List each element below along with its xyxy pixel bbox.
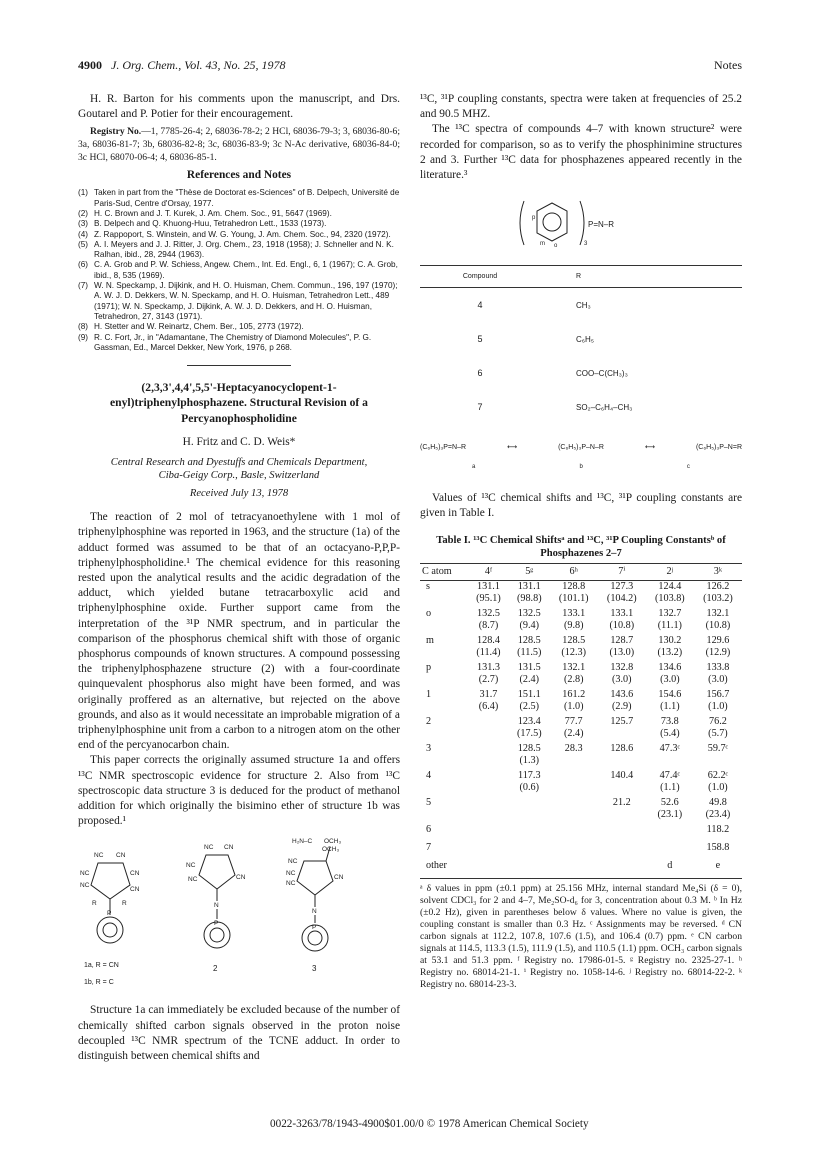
- acknowledgment: H. R. Barton for his comments upon the manuscript, and Drs. Goutarel and P. Potier for their encouragement.: [78, 93, 400, 121]
- reference-number: (4): [78, 229, 89, 239]
- table-cell: 52.6 (23.1): [657, 797, 683, 821]
- table-cell: 132.8 (3.0): [610, 662, 634, 686]
- references-title: References and Notes: [186, 169, 292, 182]
- table-cell: 47.3ᶜ: [659, 743, 681, 755]
- table-row-label: s: [426, 581, 430, 593]
- table-cell: 143.6 (2.9): [610, 689, 634, 713]
- table-row: [420, 824, 742, 842]
- table-row-label: p: [426, 662, 432, 674]
- compound-number: 5: [477, 333, 483, 344]
- table-cell: 125.7: [610, 716, 634, 728]
- svg-text:P: P: [107, 910, 112, 918]
- resonance-arrow: ⟷: [507, 444, 518, 452]
- table-cell: 128.6: [610, 743, 634, 755]
- svg-text:NC: NC: [94, 852, 104, 860]
- received-date: Received July 13, 1978: [189, 487, 289, 499]
- table-cell: 47.4ᶜ (1.1): [659, 770, 681, 794]
- reference-item: [78, 219, 400, 229]
- r-header: R: [576, 273, 582, 281]
- table-column-header: 3ᵏ: [694, 564, 742, 581]
- reference-number: (8): [78, 322, 89, 332]
- table-column-header: 7ⁱ: [598, 564, 646, 581]
- svg-text:OCH₃: OCH₃: [324, 838, 342, 846]
- scheme-label: P=N–R: [588, 220, 615, 230]
- table-cell: [509, 860, 550, 879]
- svg-text:m: m: [540, 241, 545, 248]
- reference-text: C. A. Grob and P. W. Schiess, Angew. Chem., Int. Ed. Engl., 6, 1 (1967); C. A. Grob, ibid., 8, 535 (1969).: [94, 260, 398, 280]
- table-row: [420, 770, 742, 797]
- table-cell: 21.2: [612, 797, 631, 809]
- table-row-label: o: [426, 608, 432, 620]
- page-number: 4900: [78, 58, 102, 72]
- table-cell: 131.5 (2.4): [517, 662, 541, 686]
- svg-text:N: N: [312, 908, 317, 916]
- table-row-label: 4: [426, 770, 432, 782]
- table-cell: 133.8 (3.0): [706, 662, 730, 686]
- table-row-label: 2: [426, 716, 432, 728]
- compound-rows: [420, 288, 742, 424]
- svg-text:CN: CN: [236, 874, 246, 882]
- resonance-c: (C₆H₅)₃P–N=R: [695, 444, 742, 452]
- compound-table: [420, 265, 742, 424]
- right-paragraph-2: The ¹³C spectra of compounds 4–7 with known structure² were recorded for comparison, so as to verify the phosphinimine structures 2 and 3. Further ¹³C data for phosphazenes appeared recently in the literature.³: [420, 123, 742, 182]
- svg-text:N: N: [214, 902, 219, 910]
- table-footnotes: ᵃ δ values in ppm (±0.1 ppm) at 25.156 MHz, internal standard Me₄Si (δ = 0), solvent CDCl₃ for 2 and 4–7, Me₂SO-d₆ for 3, concentration about 0.3 M. ᵇ In Hz (±0.2 Hz), given in parentheses below δ values. Where no value is given, the coupling constant is smaller than 0.3 Hz. ᶜ Assignments may be reversed. ᵈ CN carbon signals at 112.2, 107.8, 107.6 (1.5), and 106.4 (0.7) ppm. ᵉ CN carbon signals at 114.5, 113.3 (1.5), 111.9 (1.5), and 110.5 (1.1) ppm. OCH₃ carbon signals at 53.1 and 51.3 ppm. ᶠ Registry no. 17986-01-5. ᵍ Registry no. 2325-27-1. ʰ Registry no. 68014-21-1. ⁱ Registry no. 1058-14-6. ʲ Registry no. 68014-22-2. ᵏ Registry no. 68014-23-3.: [420, 883, 742, 991]
- table-cell: [468, 716, 509, 743]
- table-cell: 128.5 (1.3): [517, 743, 541, 767]
- svg-text:CN: CN: [130, 886, 140, 894]
- compound-substituent: COO–C(CH₃)₃: [576, 368, 628, 378]
- table-cell: 73.8 (5.4): [660, 716, 680, 740]
- table-cell: [550, 797, 598, 824]
- resonance-a: (C₆H₅)₃P=N–R: [420, 444, 467, 452]
- reference-item: [78, 230, 400, 240]
- reference-number: (6): [78, 260, 89, 270]
- compound-row: [420, 390, 742, 424]
- compound-row: [420, 322, 742, 356]
- body-paragraph-1: The reaction of 2 mol of tetracyanoethylene with 1 mol of triphenylphosphine was reported in 1963, and the structure (1a) of the adduct formed was assumed to be that of an octacyano-P,P,P-triphenylphospholidine.¹ The chemical evidence for this reasoning rested upon the analytical results and the acidic degradation of the adduct, which yielded butane tetracarboxylic acid and triphenylphosphine oxide. Further support came from the interpretation of the ³¹P NMR spectrum, and in particular the comparison of the phosphorus chemical shift with those of organic phosphorus compounds of known structures. A compound possessing the triphenylphosphazene structure (2) with a four-coordinate quinquevalent phosphorus also might have been formed, and was originally proffered as an alternative, but rejected on the above grounds, and also as it would necessitate an improbable migration of a triphenylphosphine unit from a carbon to a nitrogen atom on the other end of the percyanocarbon chain.: [78, 511, 400, 752]
- table-cell: 132.1 (10.8): [705, 608, 731, 632]
- compound-row: [420, 356, 742, 390]
- reference-number: (3): [78, 219, 89, 229]
- page-header: [78, 58, 742, 74]
- registry-numbers: [78, 126, 400, 164]
- table-cell: [509, 842, 550, 860]
- table-cell: 131.3 (2.7): [477, 662, 500, 686]
- structure-2-label: 2: [213, 964, 218, 974]
- reference-number: (5): [78, 239, 89, 249]
- table-row-label: 3: [426, 743, 432, 755]
- svg-text:NC: NC: [288, 858, 298, 866]
- table-cell: [598, 860, 646, 879]
- registry-label: Registry No.: [90, 126, 142, 138]
- table-cell: [646, 824, 694, 842]
- table-row-label: 7: [426, 842, 432, 854]
- table-cell: 127.3 (104.2): [606, 581, 637, 605]
- table-row: [420, 581, 742, 609]
- svg-text:R: R: [92, 900, 97, 908]
- table-cell: 133.1 (10.8): [609, 608, 635, 632]
- table-cell: e: [694, 860, 742, 879]
- article-title: (2,3,3',4,4',5,5'-Heptacyanocyclopent-1-enyl)triphenylphosphazene. Structural Revision of a Percyanophospholidine: [110, 381, 368, 425]
- reference-item: [78, 240, 400, 261]
- structure-drawings: [78, 835, 400, 975]
- table-cell: [468, 860, 509, 879]
- section-name: Notes: [714, 58, 742, 72]
- table-cell: d: [646, 860, 694, 879]
- svg-text:o: o: [554, 243, 558, 250]
- table-cell: 49.8 (23.4): [705, 797, 731, 821]
- table-cell: 76.2 (5.7): [708, 716, 728, 740]
- table-cell: [468, 770, 509, 797]
- table-cell: 128.7 (13.0): [609, 635, 635, 659]
- table-row: [420, 842, 742, 860]
- affiliation: Central Research and Dyestuffs and Chemicals Department, Ciba-Geigy Corp., Basle, Switzerland: [110, 456, 368, 481]
- reference-text: W. N. Speckamp, J. Dijkink, and H. O. Huisman, Chem. Commun., 196, 197 (1970); A. W. J. D. Dekkers, W. N. Speckamp, and H. O. Huisman, Tetrahedron Lett., 489 (1971); W. N. Speckamp, J. Dijkink, A. W. J. D. Dekkers, and H. O. Huisman, Tetrahedron, 27, 3143 (1971).: [94, 281, 398, 321]
- table-cell: 154.6 (1.1): [658, 689, 682, 713]
- table-cell: 31.7 (6.4): [478, 689, 499, 713]
- reference-number: (9): [78, 332, 89, 342]
- table-cell: 123.4 (17.5): [516, 716, 542, 740]
- svg-text:3: 3: [584, 241, 588, 248]
- registry-text: —1, 7785-26-4; 2, 68036-78-2; 2 HCl, 68036-79-3; 3, 68036-80-6; 3a, 68036-81-7; 3b, 68036-82-8; 3c, 68036-83-9; 3c N-Ac derivative, 68036-84-0; 3c HCl, 68070-06-4; 4, 68036-85-1.: [78, 126, 401, 163]
- resonance-structures: [420, 440, 742, 455]
- table-cell: 128.4 (11.4): [476, 635, 501, 659]
- table-column-header: 2ʲ: [646, 564, 694, 581]
- table-row: [420, 797, 742, 824]
- svg-text:NC: NC: [286, 880, 296, 888]
- reference-number: (1): [78, 188, 89, 198]
- compound-substituent: SO₂–C₆H₄–CH₃: [576, 402, 633, 412]
- resonance-label-c: c: [686, 463, 690, 470]
- svg-text:P: P: [312, 924, 317, 932]
- left-column: [78, 92, 400, 1064]
- compound-number: 7: [477, 401, 483, 412]
- reference-number: (7): [78, 281, 89, 291]
- svg-text:H₂N–C: H₂N–C: [292, 838, 313, 846]
- section-divider: [187, 365, 291, 366]
- reference-item: [78, 322, 400, 332]
- body-paragraph-2: This paper corrects the originally assumed structure 1a and offers ¹³C NMR spectroscopic evidence for structure 2. Also from ¹³C spectroscopic data structure 3 is deduced for the product of methanol addition for which originally the bisimino ether of structure 1b was proposed.¹: [78, 754, 400, 828]
- phosphazene-structure: [420, 189, 742, 259]
- table-cell: [550, 842, 598, 860]
- table-row: [420, 689, 742, 716]
- svg-text:P: P: [214, 920, 219, 928]
- page-footer: 0022-3263/78/1943-4900$01.00/0 © 1978 American Chemical Society: [270, 1118, 589, 1130]
- structure-3-label: 3: [312, 964, 317, 974]
- reference-text: B. Delpech and Q. Khuong-Huu, Tetrahedron Lett., 1533 (1973).: [94, 219, 327, 229]
- table-cell: [646, 842, 694, 860]
- table-body: [420, 581, 742, 879]
- resonance-b: (C₆H₅)₃P–N–R: [558, 444, 604, 452]
- resonance-label-a: a: [472, 463, 476, 470]
- authors: H. Fritz and C. D. Weis*: [182, 435, 296, 448]
- resonance-arrow: ⟷: [644, 444, 655, 452]
- table-row: [420, 860, 742, 879]
- table-cell: 132.5 (8.7): [477, 608, 500, 632]
- table-row: [420, 635, 742, 662]
- svg-text:NC: NC: [204, 844, 214, 852]
- compound-row: [420, 288, 742, 322]
- table-cell: 62.2ᶜ (1.0): [707, 770, 729, 794]
- structures-figure: [78, 835, 400, 975]
- table-cell: 128.5 (11.5): [517, 635, 542, 659]
- table-row: [420, 608, 742, 635]
- table-cell: 129.6 (12.9): [705, 635, 731, 659]
- data-table: [420, 563, 742, 879]
- table-cell: [509, 824, 550, 842]
- reference-item: [78, 281, 400, 322]
- table-cell: [468, 743, 509, 770]
- table-cell: 132.7 (11.1): [657, 608, 682, 632]
- table-cell: 134.6 (3.0): [658, 662, 682, 686]
- table-cell: 131.1 (98.8): [516, 581, 542, 605]
- table-title: Table I. ¹³C Chemical Shiftsᵃ and ¹³C, ³¹P Coupling Constantsᵇ of Phosphazenes 2–7: [436, 535, 726, 559]
- table-cell: [468, 797, 509, 824]
- table-cell: 118.2: [706, 824, 730, 836]
- table-cell: 28.3: [564, 743, 583, 755]
- table-row-label: 5: [426, 797, 432, 809]
- table-cell: [550, 770, 598, 797]
- reference-item: [78, 188, 400, 209]
- svg-text:NC: NC: [80, 882, 90, 890]
- table-column-header: 6ʰ: [550, 564, 598, 581]
- reference-number: (2): [78, 208, 89, 218]
- table-cell: 133.1 (9.8): [562, 608, 586, 632]
- table-cell: 158.8: [706, 842, 730, 854]
- table-cell: [598, 842, 646, 860]
- reference-text: H. Stetter and W. Reinartz, Chem. Ber., 105, 2773 (1972).: [94, 322, 304, 332]
- table-cell: 128.8 (101.1): [558, 581, 589, 605]
- right-paragraph-3: Values of ¹³C chemical shifts and ¹³C, ³¹P coupling constants are given in Table I.: [420, 491, 742, 520]
- svg-text:CN: CN: [116, 852, 126, 860]
- table-cell: 117.3 (0.6): [518, 770, 541, 794]
- table-column-header: C atom: [420, 564, 468, 581]
- table-column-header: 5ᵍ: [509, 564, 550, 581]
- reference-item: [78, 260, 400, 281]
- table-cell: 151.1 (2.5): [517, 689, 541, 713]
- resonance-letters: [420, 460, 742, 475]
- phosphazene-scheme: [420, 189, 742, 259]
- table-cell: 130.2 (13.2): [657, 635, 683, 659]
- table-cell: [468, 842, 509, 860]
- svg-text:NC: NC: [286, 870, 296, 878]
- svg-text:NC: NC: [80, 870, 90, 878]
- structure-1b-label: 1b, R = C: [84, 979, 114, 987]
- table-row-label: m: [426, 635, 434, 647]
- svg-text:NC: NC: [186, 862, 196, 870]
- reference-text: Taken in part from the "Thèse de Doctorat es-Sciences" of B. Delpech, Université de Paris-Sud, Centre d'Orsay, 1977.: [94, 188, 400, 208]
- reference-item: [78, 209, 400, 219]
- table-cell: 77.7 (2.4): [563, 716, 584, 740]
- table-cell: 131.1 (95.1): [476, 581, 501, 605]
- compound-header: Compound: [462, 273, 498, 281]
- compound-table-header: [420, 265, 742, 288]
- table-row-label: 6: [426, 824, 432, 836]
- compound-number: 4: [477, 299, 483, 310]
- reference-text: A. I. Meyers and J. J. Ritter, J. Org. Chem., 23, 1918 (1958); J. Schneller and N. K. Ralhan, ibid., 28, 2944 (1963).: [94, 239, 394, 260]
- table-cell: [468, 824, 509, 842]
- table-header-row: [420, 564, 742, 581]
- svg-text:p: p: [532, 215, 536, 222]
- svg-text:OCH₃: OCH₃: [322, 846, 340, 854]
- resonance-label-b: b: [579, 463, 583, 470]
- svg-text:R: R: [122, 900, 127, 908]
- reference-text: Z. Rappoport, S. Winstein, and W. G. Young, J. Am. Chem. Soc., 94, 2320 (1972).: [94, 229, 391, 239]
- svg-text:CN: CN: [130, 870, 140, 878]
- table-cell: [550, 824, 598, 842]
- structure-1a-label: 1a, R = CN: [84, 962, 119, 970]
- table-cell: [550, 860, 598, 879]
- compound-substituent: CH₃: [576, 300, 591, 310]
- table-cell: 156.7 (1.0): [706, 689, 730, 713]
- compound-substituent: C₆H₅: [576, 334, 595, 344]
- reference-text: H. C. Brown and J. T. Kurek, J. Am. Chem. Soc., 91, 5647 (1969).: [94, 208, 332, 218]
- table-cell: 126.2 (103.2): [703, 581, 733, 605]
- table-row-label: other: [420, 860, 468, 879]
- table-row: [420, 743, 742, 770]
- body-paragraph-3: Structure 1a can immediately be excluded because of the number of chemically shifted carbon signals observed in the proton noise decoupled ¹³C NMR spectrum of the TCNE adduct. In order to distinguish between chemical shifts and: [78, 1004, 400, 1063]
- table-cell: 140.4: [610, 770, 634, 782]
- journal-citation: J. Org. Chem., Vol. 43, No. 25, 1978: [111, 58, 286, 72]
- references-list: [78, 188, 400, 353]
- table-cell: [509, 797, 550, 824]
- svg-text:NC: NC: [188, 876, 198, 884]
- table-cell: 132.1 (2.8): [562, 662, 586, 686]
- right-column: [420, 92, 742, 991]
- table-cell: 59.7ᶜ: [707, 743, 729, 755]
- svg-text:CN: CN: [224, 844, 234, 852]
- reference-text: R. C. Fort, Jr., in "Adamantane, The Chemistry of Diamond Molecules", P. G. Gassman, Ed., Marcel Dekker, New York, 1976, p 268.: [94, 332, 372, 352]
- table-row: [420, 716, 742, 743]
- compound-number: 6: [477, 367, 483, 378]
- reference-item: [78, 333, 400, 354]
- table-cell: [598, 824, 646, 842]
- table-row-label: 1: [426, 689, 432, 701]
- table-cell: 161.2 (1.0): [562, 689, 586, 713]
- table-cell: 128.5 (12.3): [561, 635, 587, 659]
- right-paragraph-1: ¹³C, ³¹P coupling constants, spectra were taken at frequencies of 25.2 and 90.5 MHZ.: [420, 93, 742, 121]
- table-row: [420, 662, 742, 689]
- table-cell: 132.5 (9.4): [517, 608, 541, 632]
- table-column-header: 4ᶠ: [468, 564, 509, 581]
- svg-text:CN: CN: [334, 874, 344, 882]
- table-cell: 124.4 (103.8): [654, 581, 685, 605]
